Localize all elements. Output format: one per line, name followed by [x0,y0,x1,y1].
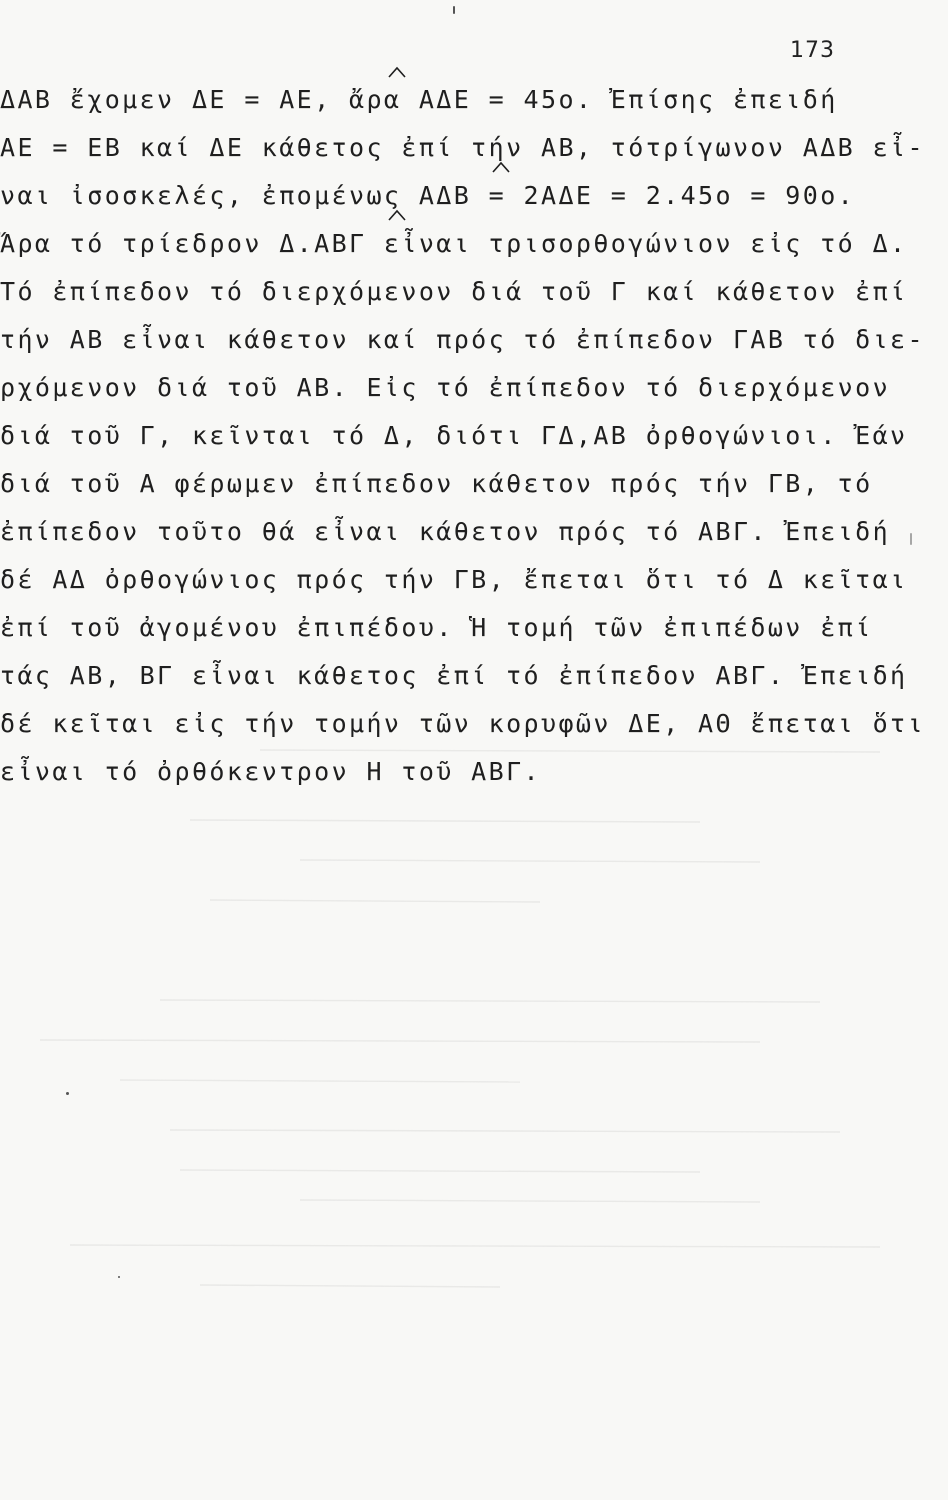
text-line: διά τοῦ Α φέρωμεν ἐπίπεδον κάθετον πρός τήν ΓΒ, τό [0,469,873,498]
text-line: τάς ΑΒ, ΒΓ εἶναι κάθετος ἐπί τό ἐπίπεδον ΑΒΓ. Ἐπειδή [0,661,908,690]
text-line: διά τοῦ Γ, κεῖνται τό Δ, διότι ΓΔ,ΑΒ ὀρθογώνιοι. Ἐάν [0,421,908,450]
text-line: ἐπίπεδον τοῦτο θά εἶναι κάθετον πρός τό ΑΒΓ. Ἐπειδή [0,517,891,546]
text-line: τήν ΑΒ εἶναι κάθετον καί πρός τό ἐπίπεδον ΓΑΒ τό διε- [0,325,925,354]
page-number: 173 [790,38,835,63]
text-line: εἶναι τό ὀρθόκεντρον Η τοῦ ΑΒΓ. [0,757,541,786]
text-line: ναι ἰσοσκελές, ἐπομένως ΑΔΒ = 2ΑΔΕ = 2.45ο = 90ο. [0,181,856,210]
text-line: Ἄρα τό τρίεδρον Δ.ΑΒΓ εἶναι τρισορθογώνιον εἰς τό Δ. [0,229,908,258]
text-line: ΑΕ = ΕΒ καί ΔΕ κάθετος ἐπί τήν ΑΒ, τότρίγωνον ΑΔΒ εἶ- [0,133,925,162]
text-line: ΔΑΒ ἔχομεν ΔΕ = ΑΕ, ἄρα ΑΔΕ = 45ο. Ἐπίσης ἐπειδή [0,85,838,114]
text-line: δέ ΑΔ ὀρθογώνιος πρός τήν ΓΒ, ἔπεται ὅτι τό Δ κεῖται [0,565,908,594]
text-line: ἐπί τοῦ ἀγομένου ἐπιπέδου. Ἡ τομή τῶν ἐπιπέδων ἐπί [0,613,873,642]
text-line: Τό ἐπίπεδον τό διερχόμενον διά τοῦ Γ καί κάθετον ἐπί [0,277,908,306]
text-line: δέ κεῖται εἰς τήν τομήν τῶν κορυφῶν ΔΕ, ΑΘ ἔπεται ὅτι [0,709,925,738]
text-line: ρχόμενον διά τοῦ ΑΒ. Εἰς τό ἐπίπεδον τό διερχόμενον [0,373,891,402]
